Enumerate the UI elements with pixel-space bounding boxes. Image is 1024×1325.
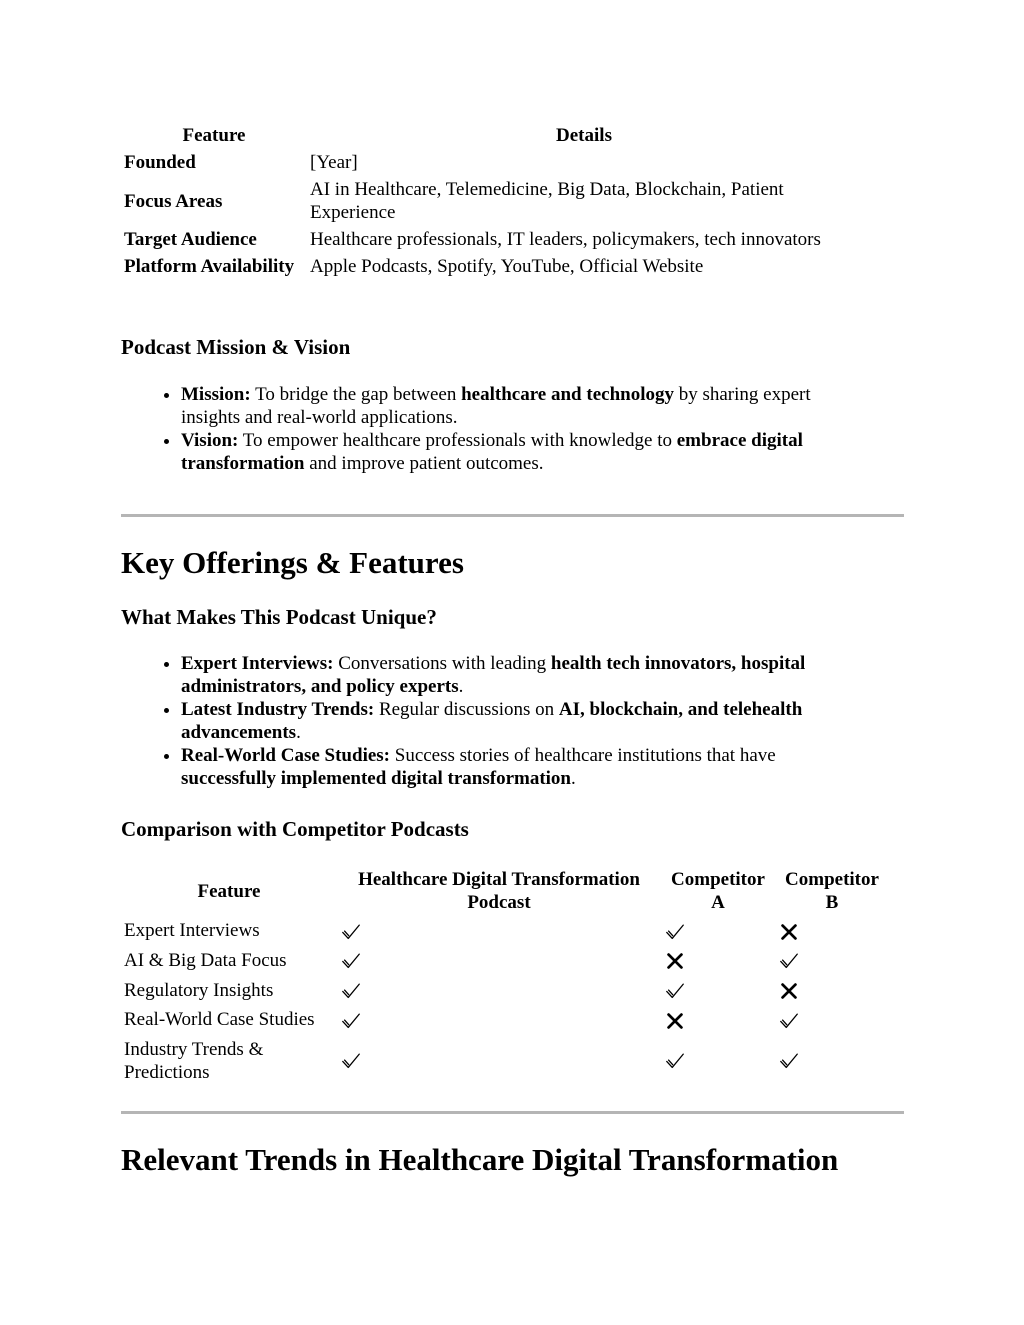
table-row xyxy=(121,1005,889,1035)
mark-cell xyxy=(337,975,661,1005)
column-header-feature: Feature xyxy=(197,880,261,902)
offering-text: . xyxy=(296,722,301,743)
list-item xyxy=(181,652,861,698)
vision-label: Vision: xyxy=(181,430,239,451)
offering-label: Latest Industry Trends: xyxy=(181,699,375,720)
feature-cell: Industry Trends & Predictions xyxy=(124,1038,264,1083)
row-value: Healthcare professionals, IT leaders, policymakers, tech innovators xyxy=(310,229,821,250)
check-icon xyxy=(664,921,686,943)
check-icon xyxy=(340,1050,362,1072)
mark-cell xyxy=(337,1005,661,1035)
mark-cell xyxy=(337,946,661,976)
table-row xyxy=(121,946,889,976)
feature-cell: Regulatory Insights xyxy=(124,979,274,1001)
check-icon xyxy=(340,921,362,943)
mark-cell xyxy=(661,946,775,976)
offering-emphasis: successfully implemented digital transformation xyxy=(181,768,572,789)
vision-emphasis: embrace digital transformation xyxy=(181,430,803,474)
cross-icon xyxy=(664,1010,686,1032)
offering-label: Expert Interviews: xyxy=(181,653,334,674)
mission-label: Mission: xyxy=(181,384,251,405)
mark-cell xyxy=(775,946,889,976)
section-title: Relevant Trends in Healthcare Digital Transformation xyxy=(121,1142,839,1177)
podcast-info-table xyxy=(121,123,861,280)
row-value: Apple Podcasts, Spotify, YouTube, Official Website xyxy=(310,256,704,277)
offering-text: Regular discussions on xyxy=(374,699,559,720)
table-header-row xyxy=(121,123,861,149)
table-header-row xyxy=(121,866,889,916)
feature-cell: Expert Interviews xyxy=(124,920,260,942)
mark-cell xyxy=(337,916,661,946)
mark-cell xyxy=(775,1035,889,1087)
column-header-competitor-a: Competitor A xyxy=(671,869,765,913)
table-row xyxy=(121,253,861,280)
cross-icon xyxy=(664,950,686,972)
check-icon xyxy=(778,1010,800,1032)
mark-cell xyxy=(775,916,889,946)
column-header-podcast: Healthcare Digital Transformation Podcast xyxy=(358,869,640,913)
mark-cell xyxy=(775,975,889,1005)
check-icon xyxy=(340,950,362,972)
list-item xyxy=(181,429,861,475)
mission-emphasis: healthcare and technology xyxy=(461,384,674,405)
table-row xyxy=(121,149,861,176)
row-value: [Year] xyxy=(310,152,358,173)
section-divider xyxy=(121,514,904,517)
check-icon xyxy=(664,1050,686,1072)
feature-cell: AI & Big Data Focus xyxy=(124,949,287,971)
row-key: Founded xyxy=(124,152,196,173)
vision-text: To empower healthcare professionals with knowledge to xyxy=(238,430,677,451)
offering-label: Real-World Case Studies: xyxy=(181,745,390,766)
row-key: Focus Areas xyxy=(124,190,223,212)
cross-icon xyxy=(778,921,800,943)
offering-emphasis: health tech innovators, hospital administrators, and policy experts xyxy=(181,653,806,697)
table-row xyxy=(121,176,861,226)
table-row xyxy=(121,226,861,253)
column-header-feature: Feature xyxy=(182,125,246,146)
check-icon xyxy=(340,1010,362,1032)
table-row xyxy=(121,916,889,946)
column-header-details: Details xyxy=(556,125,612,146)
column-header-competitor-b: Competitor B xyxy=(785,869,879,913)
mission-list xyxy=(121,383,861,475)
check-icon xyxy=(778,950,800,972)
section-divider xyxy=(121,1111,904,1114)
mission-heading: Podcast Mission & Vision xyxy=(121,335,351,359)
unique-heading: What Makes This Podcast Unique? xyxy=(121,605,437,629)
feature-cell: Real-World Case Studies xyxy=(124,1009,315,1031)
table-row xyxy=(121,1035,889,1087)
row-key: Target Audience xyxy=(124,229,257,250)
check-icon xyxy=(778,1050,800,1072)
offering-text: Success stories of healthcare institutions that have xyxy=(390,745,776,766)
mark-cell xyxy=(661,975,775,1005)
mission-text: To bridge the gap between xyxy=(250,384,462,405)
row-key: Platform Availability xyxy=(124,256,295,277)
vision-text: and improve patient outcomes. xyxy=(304,453,544,474)
offering-text: . xyxy=(571,768,576,789)
list-item xyxy=(181,744,861,790)
mark-cell xyxy=(775,1005,889,1035)
comparison-table xyxy=(121,866,889,1087)
offering-emphasis: AI, blockchain, and telehealth advancements xyxy=(181,699,803,743)
section-title: Key Offerings & Features xyxy=(121,545,464,580)
mark-cell xyxy=(661,916,775,946)
mark-cell xyxy=(661,1035,775,1087)
mark-cell xyxy=(337,1035,661,1087)
row-value: AI in Healthcare, Telemedicine, Big Data, Blockchain, Patient Experience xyxy=(310,179,784,223)
check-icon xyxy=(340,980,362,1002)
mark-cell xyxy=(661,1005,775,1035)
cross-icon xyxy=(778,980,800,1002)
table-row xyxy=(121,975,889,1005)
offering-text: Conversations with leading xyxy=(333,653,551,674)
offerings-list xyxy=(121,652,861,790)
list-item xyxy=(181,383,861,429)
mission-text: by sharing expert insights and real-world applications. xyxy=(181,384,811,428)
comparison-heading: Comparison with Competitor Podcasts xyxy=(121,817,469,841)
list-item xyxy=(181,698,861,744)
check-icon xyxy=(664,980,686,1002)
offering-text: . xyxy=(458,676,464,697)
